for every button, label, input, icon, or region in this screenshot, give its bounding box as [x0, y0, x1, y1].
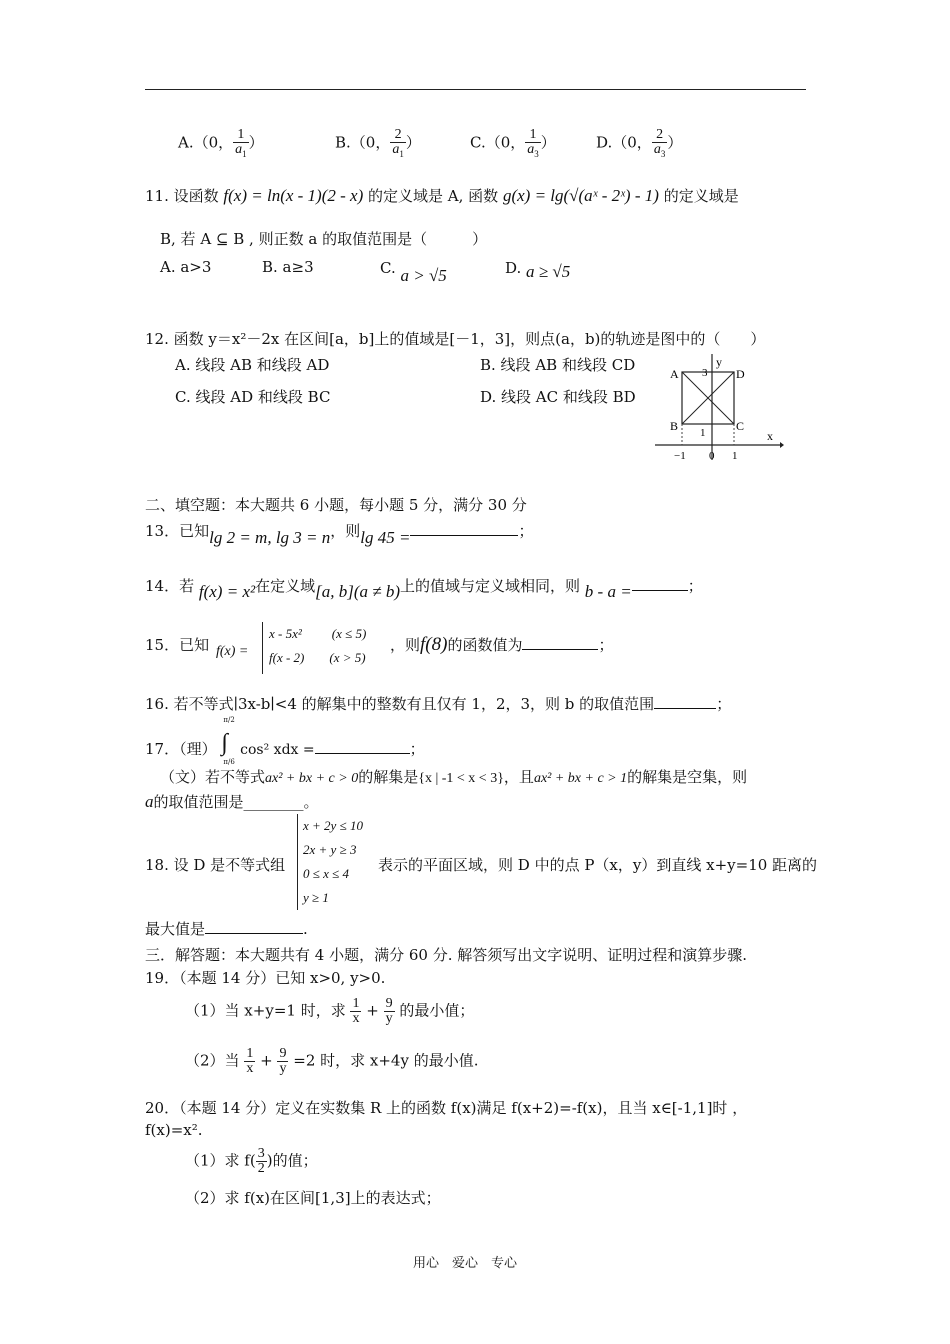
label-x: x [767, 429, 773, 443]
tick-1-inner: 1 [700, 427, 706, 439]
q17-li: 17．（理） π/2 ∫ π/6 cos² xdx = ； [145, 730, 425, 770]
q17-wen-line1: （文）若不等式ax² + bx + c > 0的解集是{x | -1 < x < 3}，且ax² + bx + c > 1的解集是空集，则 [160, 768, 748, 786]
tick-3: 3 [702, 367, 708, 379]
q10-option-b: B.（0， $\frac{2}{a_1}$ ） [335, 127, 421, 159]
q10-option-d: D.（0， $\frac{2}{a_3}$ ） [596, 127, 683, 159]
integral-sign-icon: π/2 ∫ π/6 [221, 716, 235, 766]
q12-stem: 12. 函数 y＝x²－2x 在区间[a，b]上的值域是[－1，3]，则点(a，b)的轨迹是图中的（ ） [145, 330, 766, 348]
q18-line2: 最大值是 . [145, 920, 308, 938]
page-footer: 用心 爱心 专心 [413, 1256, 518, 1271]
q12-figure [650, 352, 785, 467]
q15-f: f(x) = [216, 644, 249, 659]
x-arrow-icon [780, 442, 784, 448]
q12-option-a: A. 线段 AB 和线段 AD [175, 356, 330, 374]
q20-line2: f(x)=x². [145, 1121, 203, 1139]
q17-wen-line2: a的取值范围是________。 [145, 792, 319, 811]
q11-line2: B, 若 A ⊆ B , 则正数 a 的取值范围是（ ） [160, 230, 488, 248]
label-y: y [716, 355, 722, 369]
q19-stem: 19．（本题 14 分）已知 x>0, y>0. [145, 969, 386, 987]
q14: 14．若 f(x) = x²在定义域[a, b](a ≠ b)上的值域与定义域相同，则 b - a = ； [145, 577, 703, 601]
q18-label: 18. 设 D 是不等式组 [145, 856, 286, 874]
label-b: B [670, 419, 679, 433]
q11-option-d: D. a ≥ √5 [505, 259, 571, 281]
q15-piecewise: x - 5x² (x ≤ 5) f(x - 2) (x > 5) [262, 622, 366, 674]
q10-option-c: C.（0， $\frac{1}{a_3}$ ） [470, 127, 556, 159]
q18-tail: 表示的平面区域，则 D 中的点 P（x，y）到直线 x+y=10 距离的 [378, 856, 818, 874]
q19-part2: （2）当 $\frac{1}{x}$ + $\frac{9}{y}$ =2 时，求 x+4y 的最小值. [185, 1046, 479, 1076]
label-d: D [736, 367, 745, 381]
q10-option-a: A.（0， $\frac{1}{a_1}$ ） [178, 127, 264, 159]
q15-tail: ，则f(8)的函数值为 ； [390, 634, 614, 655]
q12-option-d: D. 线段 AC 和线段 BD [480, 388, 636, 406]
header-rule [145, 89, 806, 90]
q12-option-b: B. 线段 AB 和线段 CD [480, 356, 636, 374]
q15-label: 15．已知 [145, 636, 210, 654]
q18-system: x + 2y ≤ 10 2x + y ≥ 3 0 ≤ x ≤ 4 y ≥ 1 [297, 814, 363, 910]
label-a: A [670, 367, 679, 381]
tick-0: 0 [709, 450, 715, 462]
q13: 13．已知lg 2 = m, lg 3 = n，则lg 45 = ； [145, 522, 534, 547]
section3-heading: 三．解答题：本大题共有 4 小题，满分 60 分. 解答须写出文字说明、证明过程和演算步骤. [145, 946, 748, 964]
q20-stem: 20．（本题 14 分）定义在实数集 R 上的函数 f(x)满足 f(x+2)=-f(x)，且当 x∈[-1,1]时 ， [145, 1099, 748, 1117]
label-c: C [736, 419, 745, 433]
q11-option-a: A. a>3 [160, 258, 212, 276]
q20-part1: （1）求 f( $\frac{3}{2}$ )的值； [185, 1146, 318, 1176]
section2-heading: 二、填空题：本大题共 6 小题，每小题 5 分，满分 30 分 [145, 496, 527, 514]
tick-neg1: −1 [674, 450, 686, 462]
q19-part1: （1）当 x+y=1 时，求 $\frac{1}{x}$ + $\frac{9}{y}$ 的最小值； [185, 996, 475, 1026]
q11-option-c: C. a > √5 [380, 259, 447, 285]
q20-part2: （2）求 f(x)在区间[1,3]上的表达式； [185, 1189, 441, 1207]
tick-1: 1 [732, 450, 738, 462]
q11-option-b: B. a≥3 [262, 258, 314, 276]
q16: 16. 若不等式∣3x-b∣<4 的解集中的整数有且仅有 1，2，3，则 b 的取值范围 ； [145, 695, 732, 713]
q12-option-c: C. 线段 AD 和线段 BC [175, 388, 331, 406]
q11-stem: 11. 设函数 f(x) = ln(x - 1)(2 - x) 的定义域是 A, 函数 g(x) = lg(√(aˣ - 2ˣ) - 1) 的定义域是 [145, 186, 739, 205]
